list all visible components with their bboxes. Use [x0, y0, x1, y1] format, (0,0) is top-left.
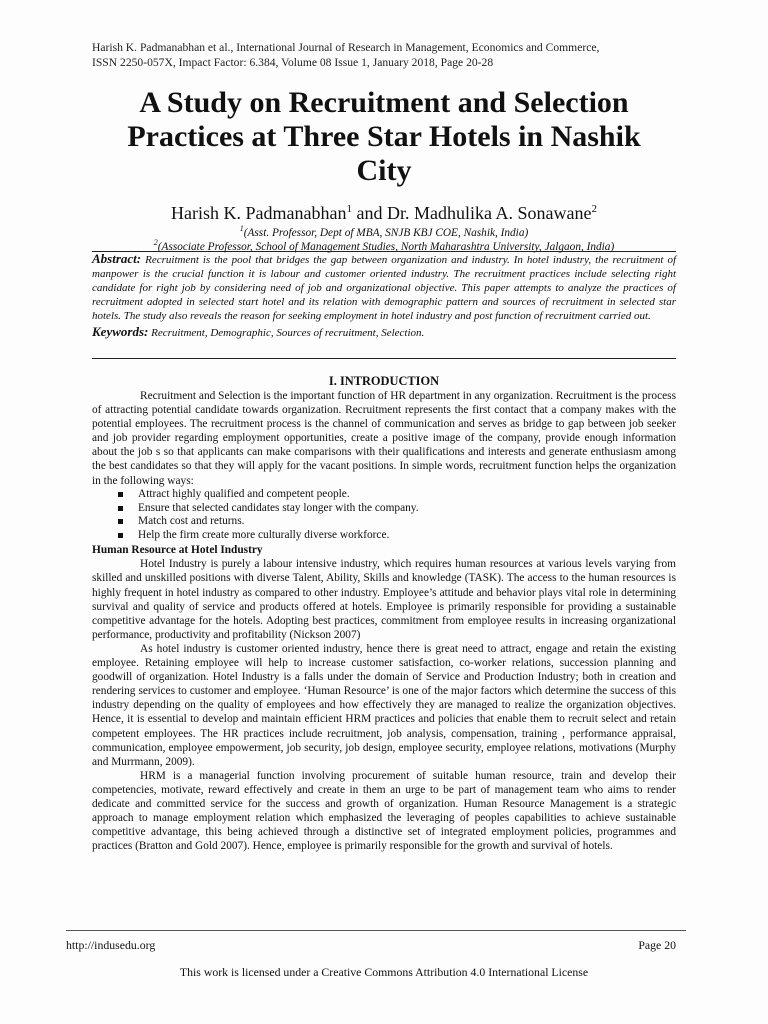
- paper-title-line1: A Study on Recruitment and Selection: [139, 86, 629, 119]
- page-number: Page 20: [638, 938, 676, 952]
- list-item-text: Ensure that selected candidates stay longer with the company.: [138, 501, 419, 514]
- paper-title: [84, 86, 684, 188]
- keywords-text: Recruitment, Demographic, Sources of recruitment, Selection.: [151, 326, 425, 339]
- paper-title-line2: Practices at Three Star Hotels in Nashik: [127, 120, 641, 153]
- keywords-label: Keywords:: [92, 323, 149, 339]
- square-bullet-icon: [118, 533, 123, 538]
- author-1-name: Harish K. Padmanabhan: [171, 203, 347, 223]
- author-1-affiliation-mark: 1: [346, 203, 352, 215]
- abstract-label: Abstract:: [92, 251, 142, 266]
- bullet-list: [92, 488, 676, 544]
- list-item: [92, 515, 676, 529]
- affiliation-1-mark: 1: [239, 224, 244, 233]
- abstract: [92, 252, 676, 324]
- keywords: [92, 325, 676, 341]
- square-bullet-icon: [118, 519, 123, 524]
- square-bullet-icon: [118, 506, 123, 511]
- paragraph-4: HRM is a managerial function involving procurement of suitable human resource, train and develop their competencies, motivate, reward effectively and create in them an urge to be part of management team who aims to render dedicate and committed service for the success and growth of organization. Human Resource Management is a strategic approach to manage employment relation which emphasized the leveraging of peoples capabilities to achieve sustainable competitive advantage, this being achieved through a distinctive set of integrated employment policies, programmes and practices (Bratton and Gold 2007). Hence, employee is primarily responsible for the growth and survival of hotels.: [92, 769, 676, 853]
- abstract-block: [92, 251, 676, 359]
- square-bullet-icon: [118, 492, 123, 497]
- section-body: [92, 389, 676, 853]
- list-item: [92, 502, 676, 516]
- license-notice: This work is licensed under a Creative Commons Attribution 4.0 International License: [179, 965, 589, 979]
- author-conjunction: and: [352, 203, 387, 223]
- paper-title-line3: City: [356, 154, 412, 187]
- author-list: [84, 198, 684, 224]
- footer-url-link[interactable]: http://indusedu.org: [66, 938, 156, 952]
- journal-header: [92, 40, 692, 70]
- list-item: [92, 488, 676, 502]
- journal-header-line2: ISSN 2250-057X, Impact Factor: 6.384, Volume 08 Issue 1, January 2018, Page 20-28: [92, 56, 494, 69]
- subsection-heading: Human Resource at Hotel Industry: [92, 544, 263, 557]
- section-heading: I. INTRODUCTION: [328, 374, 440, 388]
- paragraph-3: As hotel industry is customer oriented industry, hence there is great need to attract, engage and retain the existing employee. Retaining employee will help to increase customer satisfaction, co-worker relations, succession planning and goodwill of organization. Hotel Industry is a falls under the domain of Service and Production Industry; both in creation and rendering services to customer and employee. ‘Human Resource’ is one of the major factors which determine the success of this industry depending on the quality of employees and how effectively they are managed to realize the organization objectives. Hence, it is essential to develop and maintain efficient HRM practices and policies that enable them to recruit select and retain competent employees. The HR practices include recruitment, job analysis, compensation, training , performance appraisal, communication, employee empowerment, job security, job design, employee security, employee relations, motivations (Murphy and Murrmann, 2009).: [92, 642, 676, 768]
- list-item-text: Match cost and returns.: [138, 515, 245, 528]
- affiliation-1-text: (Asst. Professor, Dept of MBA, SNJB KBJ COE, Nashik, India): [243, 226, 529, 239]
- footer-divider: [66, 930, 686, 931]
- affiliation-2-mark: 2: [153, 238, 158, 247]
- list-item-text: Attract highly qualified and competent people.: [138, 487, 350, 500]
- affiliation-2-text: (Associate Professor, School of Management Studies, North Maharashtra University, Jalgaon, India): [157, 240, 615, 253]
- journal-header-line1: Harish K. Padmanabhan et al., International Journal of Research in Management, Economics and Commerce,: [92, 41, 600, 54]
- abstract-text: Recruitment is the pool that bridges the gap between organization and industry. In hotel industry, the recruitment of manpower is the crucial function it is labour and customer oriented industry. The recruitment practices include selecting right candidate for right job by considering need of job and organizational objective. This paper attempts to analyze the practices of recruitment adopted in selected start hotel and its relation with demographic pattern and sources of recruitment in selected star hotels. The study also reveals the reason for seeking employment in hotel industry and post function of recruitment carried out.: [92, 254, 677, 322]
- author-2-affiliation-mark: 2: [591, 203, 597, 215]
- paragraph-2: Hotel Industry is purely a labour intensive industry, which requires human resources at various levels varying from skilled and unskilled positions with diverse Talent, Ability, Skills and knowledge (TASK). The access to the human resources is highly frequent in hotel industry as compared to other industry. Employee’s attitude and behavior plays vital role in determining survival and quality of service and products offered at hotels. Employee is primarily responsible for providing a sustainable competitive advantage for the hotels. Adopting best practices, commitment from employee results in increasing organizational performance, productivity and profitability (Nickson 2007): [92, 558, 676, 641]
- list-item-text: Help the firm create more culturally diverse workforce.: [138, 529, 390, 542]
- list-item: [92, 529, 676, 543]
- author-2-name: Dr. Madhulika A. Sonawane: [387, 203, 592, 223]
- paragraph-1: Recruitment and Selection is the important function of HR department in any organization. Recruitment is the process of attracting potential candidate towards organization. Recruitment represents the first contact that a company makes with the potential employees. The recruitment process is the channel of communication and serves as bridge to gap between job seeker and job provider regarding employment opportunities, create a positive image of the company, provide enough information about the job s so that applicants can make comparisons with their qualifications and interests and generate enthusiasm among the best candidates so that they will apply for the vacant positions. In simple words, recruitment function helps the organization in the following ways:: [92, 390, 676, 487]
